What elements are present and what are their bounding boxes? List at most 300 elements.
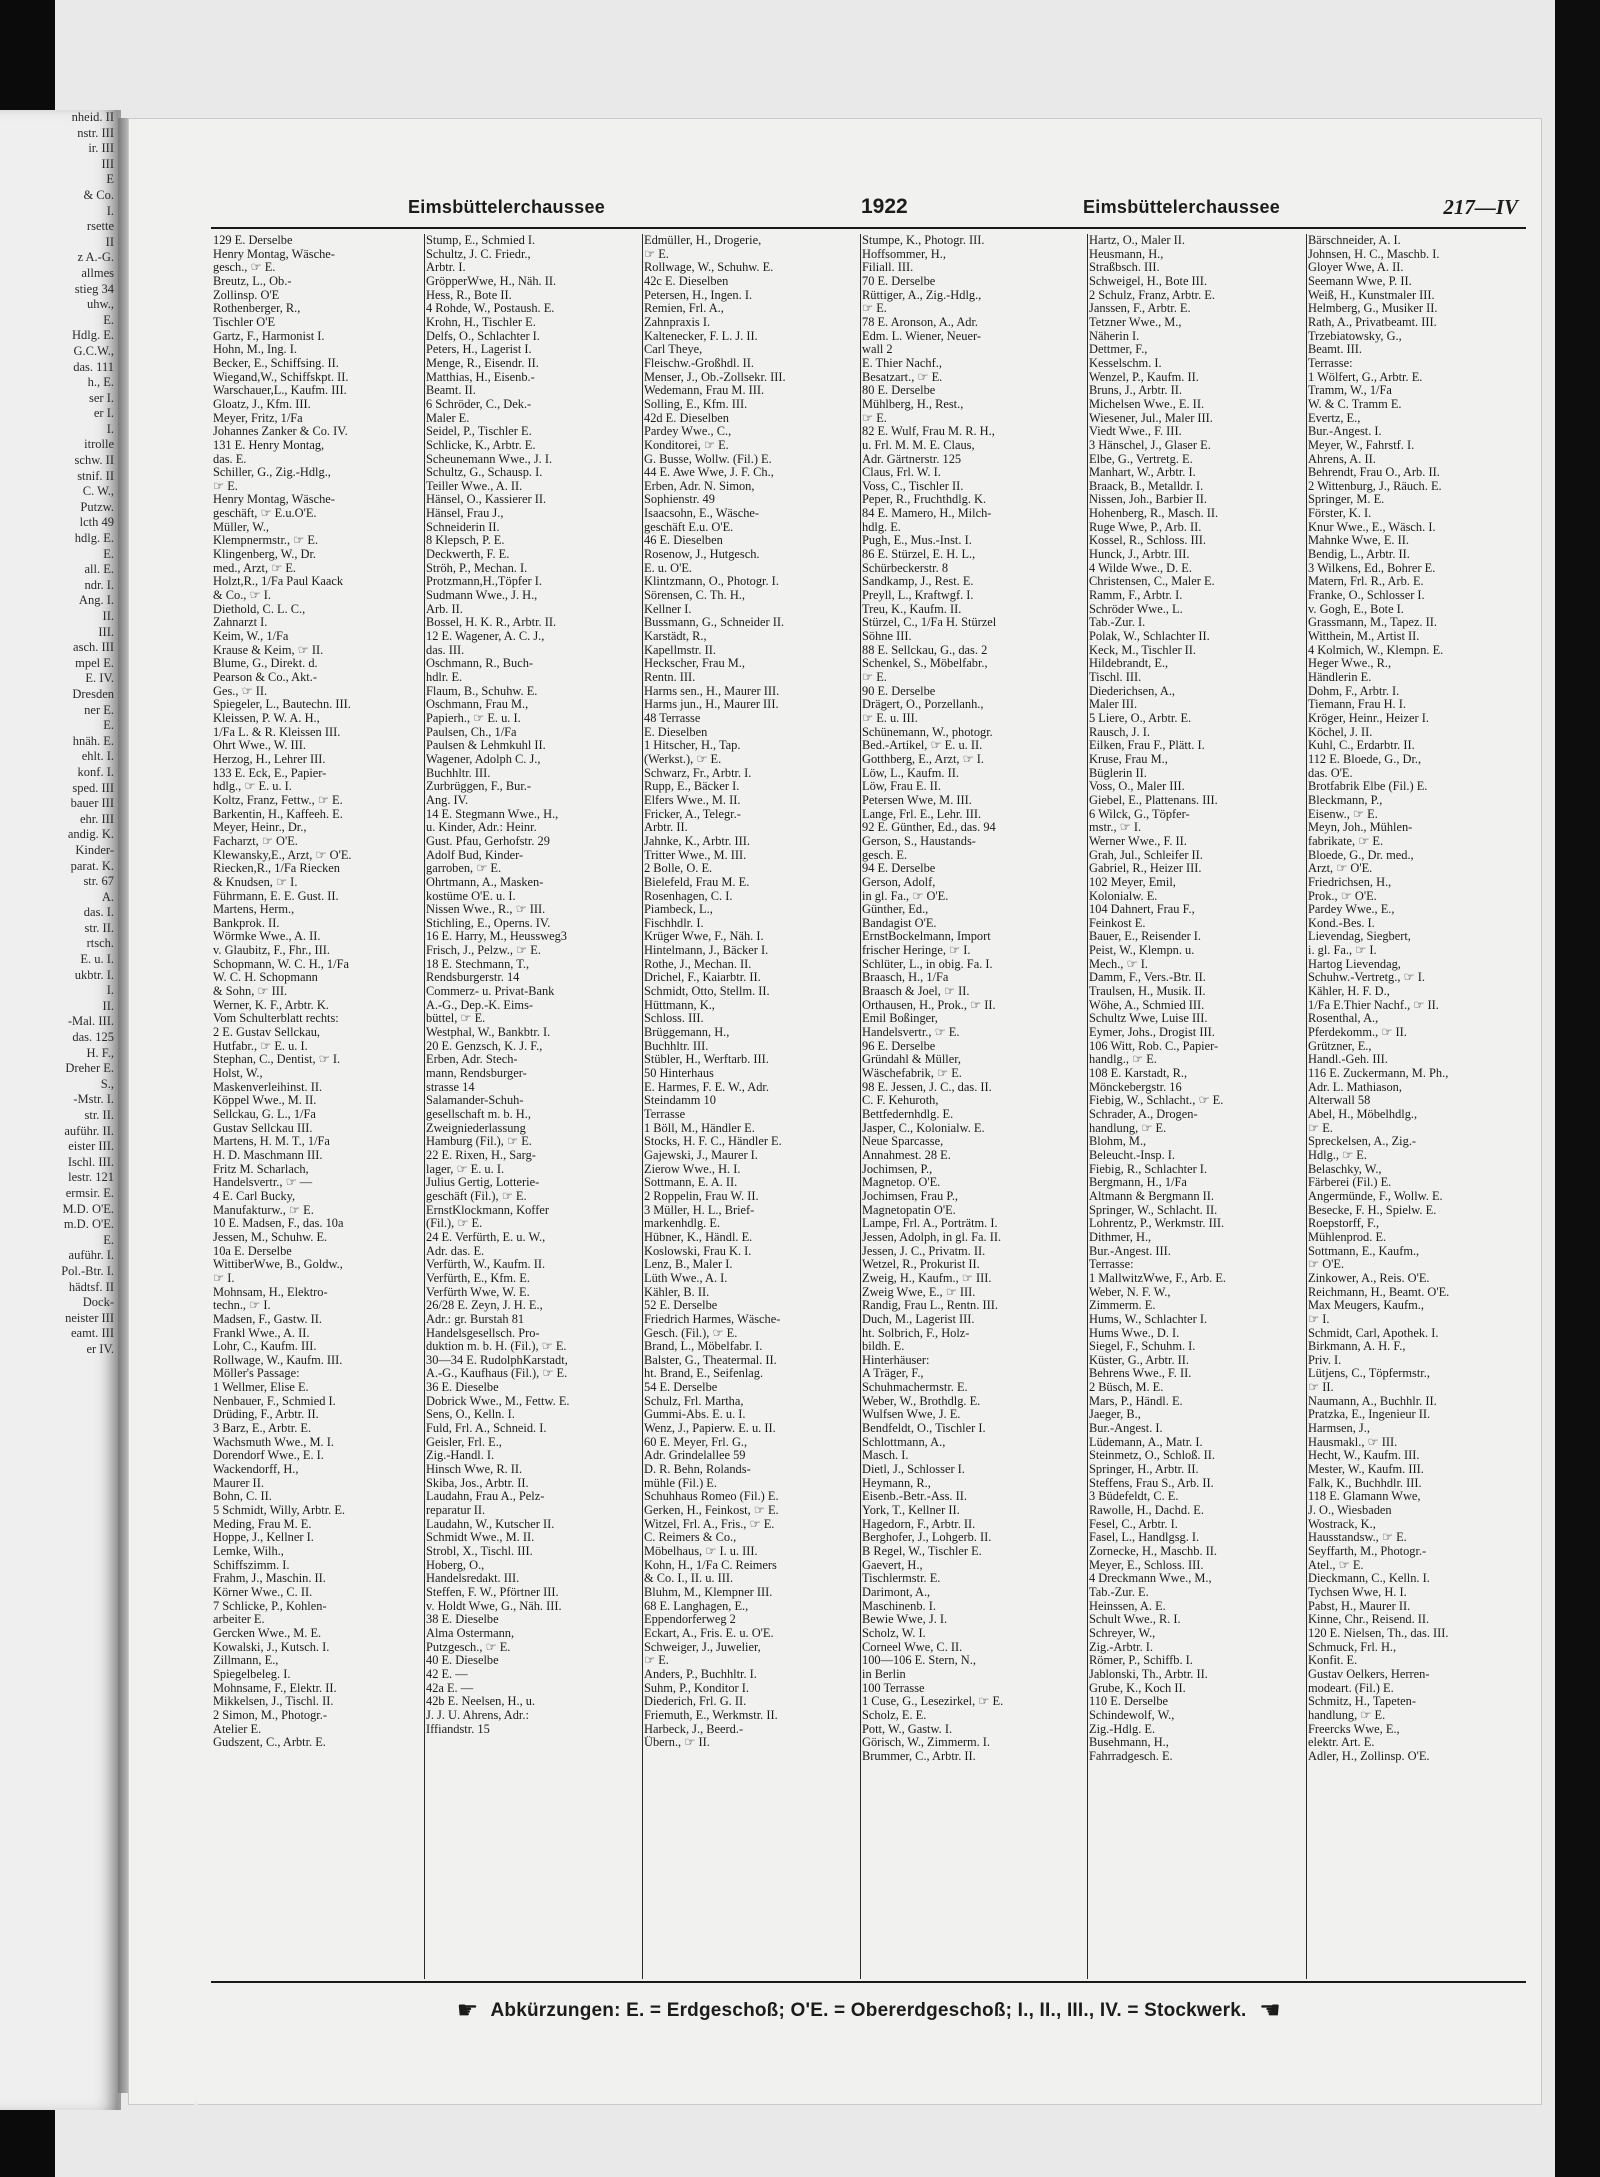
directory-entry-line: Schuhw.-Vertretg., ☞ I. [1308,971,1425,985]
directory-entry-line: Hdlg., ☞ E. [1308,1148,1367,1162]
directory-entry-line: Handelsvertr., ☞ — [213,1176,313,1190]
directory-entry-line: Wenzel, P., Kaufm. II. [1089,370,1199,384]
directory-entry-line: Witzel, Frl. A., Fris., ☞ E. [644,1517,775,1531]
directory-entry-line: Neue Sparcasse, [862,1135,944,1149]
directory-entry-line: Wöhe, A., Schmied III. [1089,998,1205,1012]
left-page-line: das. I. [83,905,114,920]
directory-entry-line: Matern, Frl. R., Arb. E. [1308,575,1424,589]
directory-entry-line: Peist, W., Klempn. u. [1089,944,1195,958]
directory-entry-line: Gabriel, R., Heizer III. [1089,862,1202,876]
directory-entry-line: Solling, E., Kfm. III. [644,397,748,411]
left-page-line: allmes [81,265,114,280]
directory-entry-line: Maskenverleihinst. II. [213,1080,323,1094]
directory-entry-line: 100—106 E. Stern, N., [862,1654,976,1668]
directory-entry-line: Jochimsen, Frau P., [862,1189,959,1203]
directory-entry-line: Janssen, F., Arbtr. E. [1089,302,1191,316]
directory-entry-line: Arb. II. [426,602,463,616]
directory-entry-line: Hänsel, O., Kassierer II. [426,493,547,507]
left-page-line: & Co. [83,187,114,202]
directory-entry-line: Lüth Wwe., A. I. [644,1271,728,1285]
directory-entry-line: Schlicke, K., Arbtr. E. [426,438,536,452]
directory-entry-line: Erben, Adr. Stech- [426,1053,518,1067]
directory-entry-line: Körner Wwe., C. II. [213,1585,313,1599]
directory-entry-line: Maler E. [426,411,470,425]
directory-entry-line: Schmuck, Frl. H., [1308,1640,1397,1654]
directory-entry-line: Diederichsen, A., [1089,684,1176,698]
directory-entry-line: Schwarz, Fr., Arbtr. I. [644,766,752,780]
directory-entry-line: 80 E. Derselbe [862,384,936,398]
directory-entry-line: Jahnke, K., Arbtr. III. [644,834,750,848]
directory-entry-line: Drichel, F., Kaiarbtr. II. [644,971,761,985]
directory-entry-line: Rath, A., Privatbeamt. III. [1308,315,1437,329]
directory-entry-line: Schuhhaus Romeo (Fil.) E. [644,1490,779,1504]
directory-entry-line: Adler, H., Zollinsp. O'E. [1308,1749,1430,1763]
directory-entry-line: Terrasse [644,1108,686,1121]
directory-entry-line: ☞ I. [213,1271,235,1285]
footer-rule [211,1981,1526,1983]
directory-entry-line: Falk, K., Buchhdlr. III. [1308,1476,1422,1490]
directory-entry-line: Hartz, O., Maler II. [1089,234,1185,247]
directory-entry-line: ☞ II. [1308,1381,1334,1395]
directory-entry-line: Stocks, H. F. C., Händler E. [644,1135,782,1149]
directory-entry-line: Rollwage, W., Schuhw. E. [644,261,774,275]
directory-entry-line: Schultz, G., Schausp. I. [426,466,543,480]
directory-entry-line: Zillmann, E., [213,1654,279,1668]
directory-entry-line: ErnstKlockmann, Koffer [426,1203,549,1217]
directory-entry-line: Jochimsen, P., [862,1162,933,1176]
directory-entry-line: 102 Meyer, Emil, [1089,875,1176,889]
left-page-line: all. E. [84,562,114,577]
directory-entry-line: Ströh, P., Mechan. I. [426,561,528,575]
directory-entry-line: Heusmann, H., [1089,247,1164,261]
directory-entry-line: Bielefeld, Frau M. E. [644,875,750,889]
directory-entry-line: Sens, O., Kelln. I. [426,1408,515,1422]
directory-entry-line: 46 E. Dieselben [644,534,723,548]
directory-entry-line: 3 Müller, H. L., Brief- [644,1203,755,1217]
directory-entry-line: Johannes Zanker & Co. IV. [213,425,348,439]
directory-entry-line: Schmitz, H., Tapeten- [1308,1695,1416,1709]
directory-entry-line: ☞ E. [213,479,238,493]
directory-entry-line: 120 E. Nielsen, Th., das. III. [1308,1626,1449,1640]
directory-entry-line: Manhart, W., Arbtr. I. [1089,466,1196,480]
left-page-line: auführ. II. [64,1123,114,1138]
directory-entry-line: Söhne III. [862,630,912,644]
left-page-line: das. 111 [73,359,114,374]
directory-entry-line: 1 Cuse, G., Lesezirkel, ☞ E. [862,1695,1004,1709]
directory-entry-line: Annahmest. 28 E. [862,1148,951,1162]
directory-entry-line: Facharzt, ☞ O'E. [213,834,298,848]
directory-entry-line: Roepstorff, F., [1308,1217,1380,1231]
directory-entry-line: Stübler, H., Werftarb. III. [644,1053,769,1067]
directory-entry-line: Wagener, Adolph C. J., [426,752,541,766]
directory-entry-line: 6 Schröder, C., Dek.- [426,397,532,411]
directory-entry-line: ☞ E. [862,302,887,316]
directory-entry-line: Birkmann, A. H. F., [1308,1340,1406,1354]
directory-entry-line: Bettfedernhdlg. E. [862,1108,954,1121]
directory-entry-line: Rupp, E., Bäcker I. [644,780,740,794]
directory-entry-line: Wedemann, Frau M. III. [644,384,765,398]
directory-entry-line: Förster, K. I. [1308,507,1372,521]
directory-entry-line: u. Kinder, Adr.: Heinr. [426,821,537,835]
directory-entry-line: Harmsen, J., [1308,1422,1370,1436]
directory-entry-line: Maler III. [1089,698,1138,712]
directory-entry-line: Barkentin, H., Kaffeeh. E. [213,807,343,821]
directory-entry-line: Stumpe, K., Photogr. III. [862,234,985,247]
directory-entry-line: Grah, Jul., Schleifer II. [1089,848,1203,862]
directory-entry-line: Stichling, E., Operns. IV. [426,916,551,930]
directory-entry-line: Ges., ☞ II. [213,684,268,698]
directory-entry-line: Zahnarzt I. [213,616,268,630]
directory-entry-line: Braasch & Joel, ☞ II. [862,985,970,999]
directory-entry-line: markenhdlg. E. [644,1217,721,1231]
directory-entry-line: 42d E. Dieselben [644,411,729,425]
directory-entry-line: gesellschaft m. b. H., [426,1108,531,1121]
directory-entry-line: Schopmann, W. C. H., 1/Fa [213,957,349,971]
directory-entry-line: Gust. Pfau, Gerhofstr. 29 [426,834,550,848]
directory-entry-line: Seemann Wwe, P. II. [1308,274,1412,288]
directory-entry-line: Paulsen, Ch., 1/Fa [426,725,517,739]
directory-entry-line: Tiemann, Frau H. I. [1308,698,1406,712]
directory-entry-line: Lemke, Wilh., [213,1545,284,1558]
directory-entry-line: Trzebiatowsky, G., [1308,329,1402,343]
column-6 [1306,234,1526,1979]
directory-entry-line: Straßbsch. III. [1089,261,1160,275]
directory-entry-line: Fritz M. Scharlach, [213,1162,309,1176]
directory-entry-line: 90 E. Derselbe [862,684,936,698]
left-page-line: lcth 49 [79,515,114,530]
directory-entry-line: 22 E. Rixen, H., Sarg- [426,1148,536,1162]
directory-entry-line: Orthausen, H., Prok., ☞ II. [862,998,996,1012]
directory-entry-line: Scholz, E. E. [862,1708,927,1722]
directory-entry-line: Preyll, L., Kraftwgf. I. [862,589,974,603]
directory-entry-line: Alterwall 58 [1308,1094,1371,1108]
directory-entry-line: Angermünde, F., Wollw. E. [1308,1189,1443,1203]
directory-entry-line: Elbe, G., Vertretg. E. [1089,452,1193,466]
directory-entry-line: Belaschky, W., [1308,1162,1382,1176]
directory-entry-line: modeart. (Fil.) E. [1308,1681,1394,1695]
directory-entry-line: 88 E. Sellckau, G., das. 2 [862,643,988,657]
directory-entry-line: Seidel, P., Tischler E. [426,425,532,439]
directory-entry-line: 1/Fa L. & R. Kleissen III. [213,725,341,739]
directory-entry-line: Schreyer, W., [1089,1626,1156,1640]
directory-entry-line: Schlottmann, A., [862,1435,946,1449]
directory-entry-line: Westphal, W., Bankbtr. I. [426,1026,551,1040]
directory-entry-line: Bewie Wwe, J. I. [862,1613,948,1627]
directory-entry-line: Viedt Wwe., F. III. [1089,425,1182,439]
directory-entry-line: Herzog, H., Lehrer III. [213,752,326,766]
directory-entry-line: Bohn, C. II. [213,1490,272,1504]
directory-entry-line: Edm. L. Wiener, Neuer- [862,329,981,343]
directory-entry-line: Gerson, Adolf, [862,875,936,889]
directory-entry-line: 12 E. Wagener, A. C. J., [426,630,545,644]
directory-entry-line: Alma Ostermann, [426,1626,515,1640]
directory-entry-line: Zweig, H., Kaufm., ☞ III. [862,1271,992,1285]
directory-entry-line: Becker, E., Schiffsing. II. [213,356,339,370]
directory-entry-line: Terrasse: [1089,1258,1134,1272]
directory-entry-line: Küster, G., Arbtr. II. [1089,1353,1189,1367]
directory-entry-line: Scheunemann Wwe., J. I. [426,452,553,466]
directory-entry-line: 112 E. Bloede, G., Dr., [1308,752,1422,766]
directory-entry-line: Tab.-Zur. E. [1089,1585,1149,1599]
directory-entry-line: Gercken Wwe., M. E. [213,1626,322,1640]
directory-entry-line: Treu, K., Kaufm. II. [862,602,962,616]
left-page-line: z A.-G. [77,250,114,265]
directory-entry-line: York, T., Kellner II. [862,1504,960,1518]
directory-entry-line: 18 E. Stechmann, T., [426,957,530,971]
directory-entry-line: Werner Wwe., F. II. [1089,834,1187,848]
directory-entry-line: Bruns, J., Arbtr. II. [1089,384,1182,398]
directory-entry-line: Peters, H., Lagerist I. [426,343,532,357]
directory-entry-line: Rothe, J., Mechan. II. [644,957,752,971]
page-number: 217—IV [1443,195,1518,219]
directory-entry-line: D. R. Behn, Rolands- [644,1463,751,1477]
directory-entry-line: Harms jun., H., Maurer III. [644,698,779,712]
directory-entry-line: 42c E. Dieselben [644,274,729,288]
directory-entry-line: Fleischw.-Großhdl. II. [644,356,755,370]
directory-entry-line: G. Busse, Wollw. (Fil.) E. [644,452,772,466]
directory-entry-line: Voss, O., Maler III. [1089,780,1185,794]
directory-entry-line: Laudahn, Frau A., Pelz- [426,1490,545,1504]
left-page-line: ser I. [89,390,114,405]
directory-entry-line: Henry Montag, Wäsche- [213,493,335,507]
directory-entry-line: Beamt. II. [426,384,476,398]
directory-entry-line: Ohrtmann, A., Masken- [426,875,544,889]
directory-entry-line: Steffens, Frau S., Arb. II. [1089,1476,1214,1490]
directory-entry-line: Holst, W., [213,1067,263,1081]
directory-entry-line: Meding, Frau M. E. [213,1517,312,1531]
directory-entry-line: Rawolle, H., Dachd. E. [1089,1504,1204,1518]
directory-entry-line: Weiß, H., Kunstmaler III. [1308,288,1435,302]
directory-entry-line: W. & C. Tramm E. [1308,397,1402,411]
directory-entry-line: Hübner, K., Händl. E. [644,1230,753,1244]
directory-entry-line: Hohenberg, R., Masch. II. [1089,507,1219,521]
directory-page [128,118,1542,2105]
directory-entry-line: Mikkelsen, J., Tischl. II. [213,1695,334,1709]
left-page-line: parat. K. [70,858,114,873]
directory-entry-line: Gotthberg, E., Arzt, ☞ I. [862,752,985,766]
directory-entry-line: Zinkower, A., Reis. O'E. [1308,1271,1430,1285]
directory-entry-line: J. O., Wiesbaden [1308,1504,1392,1518]
directory-entry-line: Adr. Gärtnerstr. 125 [862,452,962,466]
left-page-line: -Mal. III. [67,1014,114,1029]
directory-entry-line: Schrader, A., Drogen- [1089,1108,1198,1121]
directory-entry-line: Kesselschm. I. [1089,356,1162,370]
left-page-line: II [105,234,114,249]
directory-entry-line: Kond.-Bes. I. [1308,916,1375,930]
directory-entry-line: Sudmann Wwe., J. H., [426,589,538,603]
directory-entry-line: Stump, E., Schmied I. [426,234,536,247]
directory-entry-line: Kinne, Chr., Reisend. II. [1308,1613,1430,1627]
directory-entry-line: Scholz, W. I. [862,1626,926,1640]
directory-entry-line: Dettmer, F., [1089,343,1148,357]
directory-entry-line: Lüdemann, A., Matr. I. [1089,1435,1203,1449]
directory-entry-line: Geisler, Frl. E., [426,1435,502,1449]
directory-entry-line: ☞ E. u. III. [862,711,918,725]
directory-entry-line: (Fil.), ☞ E. [426,1217,483,1231]
directory-entry-line: handlung, ☞ E. [1308,1708,1386,1722]
directory-entry-line: Löw, Frau E. II. [862,780,942,794]
directory-entry-line: das. O'E. [1308,766,1353,780]
directory-entry-line: Masch. I. [862,1449,909,1463]
directory-entry-line: Dohm, F., Arbtr. I. [1308,684,1400,698]
directory-entry-line: Gerken, H., Feinkost, ☞ E. [644,1504,779,1518]
directory-entry-line: Pardey Wwe., C., [644,425,732,439]
directory-entry-line: Gustav Sellckau III. [213,1121,313,1135]
left-page-line: h., E. [87,375,114,390]
directory-entry-line: Schenkel, S., Möbelfabr., [862,657,988,671]
directory-entry-line: Paulsen & Lehmkuhl II. [426,739,546,753]
directory-entry-line: Heger Wwe., R., [1308,657,1392,671]
directory-entry-line: Manufakturw., ☞ E. [213,1203,314,1217]
directory-entry-line: Strobl, X., Tischl. III. [426,1545,533,1558]
directory-entry-line: 2 Simon, M., Photogr.- [213,1708,327,1722]
directory-entry-line: Koltz, Franz, Fettw., ☞ E. [213,793,343,807]
directory-entry-line: Schweiger, J., Juwelier, [644,1640,761,1654]
directory-entry-line: 26/28 E. Zeyn, J. H. E., [426,1299,543,1313]
left-page-line: asch. III [73,640,114,655]
directory-entry-line: Drägert, O., Porzellanh., [862,698,984,712]
directory-entry-line: Steindamm 10 [644,1094,716,1108]
directory-entry-line: kostüme O'E. u. I. [426,889,516,903]
directory-entry-line: Arbtr. I. [426,261,466,275]
directory-entry-line: 24 E. Verfürth, E. u. W., [426,1230,546,1244]
directory-entry-line: Altmann & Bergmann II. [1089,1189,1215,1203]
directory-entry-line: Nissen Wwe., R., ☞ III. [426,903,546,917]
directory-entry-line: Klewansky,E., Arzt, ☞ O'E. [213,848,352,862]
left-page-line: nheid. II [71,110,114,124]
left-page-line: schw. II [74,453,114,468]
directory-entry-line: Schmidt Wwe., M. II. [426,1531,535,1545]
directory-entry-line: Brummer, C., Arbtr. II. [862,1749,976,1763]
directory-entry-line: wall 2 [862,343,893,357]
directory-entry-line: Schürbeckerstr. 8 [862,561,949,575]
directory-entry-line: Lohrentz, P., Werkmstr. III. [1089,1217,1225,1231]
abbreviations-footer [211,1994,1526,2028]
directory-entry-line: 6 Wilck, G., Töpfer- [1089,807,1190,821]
left-page-line: III. [98,624,114,639]
directory-entry-line: lager, ☞ E. u. I. [426,1162,505,1176]
left-page-line: E. [103,546,114,561]
directory-entry-line: Handelsgesellsch. Pro- [426,1326,540,1340]
directory-entry-line: Petersen, H., Ingen. I. [644,288,753,302]
directory-entry-line: C. Reimers & Co., [644,1531,737,1545]
left-page-line: hnäh. E. [72,733,114,748]
pointing-hand-icon: ☛ [456,1997,479,2024]
directory-entry-line: strasse 14 [426,1080,475,1094]
directory-entry-line: 82 E. Wulf, Frau M. R. H., [862,425,995,439]
directory-entry-line: Laudahn, W., Kutscher II. [426,1517,555,1531]
directory-entry-line: Wiegand,W., Schiffskpt. II. [213,370,349,384]
directory-entry-line: Mühlenprod. E. [1308,1230,1387,1244]
left-page-line: ukbtr. I. [74,967,114,982]
left-page-line: G.C.W., [73,343,114,358]
left-page-line: III [101,156,114,171]
directory-entry-line: Braack, B., Metalldr. I. [1089,479,1204,493]
directory-entry-line: i. gl. Fa., ☞ I. [1308,944,1377,958]
directory-entry-line: Claus, Frl. W. I. [862,466,941,480]
left-page-line: Ischl. III. [67,1154,114,1169]
directory-entry-line: Werner, K. F., Arbtr. K. [213,998,329,1012]
directory-entry-line: Deckwerth, F. E. [426,548,510,562]
directory-entry-line: 4 Rohde, W., Postaush. E. [426,302,555,316]
directory-entry-line: 8 Klepsch, P. E. [426,534,505,548]
directory-entry-line: Kleissen, P. W. A. H., [213,711,320,725]
directory-entry-line: Wäschefabrik, ☞ E. [862,1067,962,1081]
directory-entry-line: gesch. E. [862,848,908,862]
directory-entry-line: Stephan, C., Dentist, ☞ I. [213,1053,341,1067]
directory-entry-line: ErnstBockelmann, Import [862,930,991,944]
directory-entry-line: ht. Solbrich, F., Holz- [862,1326,970,1340]
directory-entry-line: Gustav Oelkers, Herren- [1308,1667,1430,1681]
left-page-line: C. W., [82,484,114,499]
directory-entry-line: Hoberg, O., [426,1558,485,1572]
directory-entry-line: Henry Montag, Wäsche- [213,247,335,261]
directory-entry-line: Hinterhäuser: [862,1353,930,1367]
directory-entry-line: Harbeck, J., Beerd.- [644,1722,744,1736]
directory-entry-line: Schultz Wwe, Luise III. [1089,1012,1208,1026]
directory-entry-line: Gloatz, J., Kfm. III. [213,397,311,411]
left-page-line: ner E. [84,702,114,717]
left-page-line: m.D. O'E. [63,1217,114,1232]
directory-entry-line: Adr. Grindelallee 59 [644,1449,746,1463]
directory-entry-line: Pabst, H., Maurer II. [1308,1599,1411,1613]
directory-entry-line: Carl Theye, [644,343,703,357]
directory-entry-line: (Werkst.), ☞ E. [644,752,722,766]
directory-entry-line: Hecht, W., Kaufm. III. [1308,1449,1420,1463]
directory-entry-line: 42b E. Neelsen, H., u. [426,1695,536,1709]
directory-entry-line: Lütjens, C., Töpfermstr., [1308,1367,1430,1381]
directory-entry-line: Teiller Wwe., A. II. [426,479,523,493]
directory-entry-line: Hausmakl., ☞ III. [1308,1435,1398,1449]
directory-entry-line: & Co. I., II. u. III. [644,1572,734,1586]
directory-entry-line: Braasch, H., 1/Fa [862,971,949,985]
left-page-line: A. [101,889,114,904]
directory-entry-line: Kaltenecker, F. L. J. II. [644,329,758,343]
directory-entry-line: Gummi-Abs. E. u. I. [644,1408,746,1422]
directory-entry-line: Jessen, M., Schuhw. E. [213,1230,328,1244]
directory-entry-line: 98 E. Jessen, J. C., das. II. [862,1080,992,1094]
directory-entry-line: Mars, P., Händl. E. [1089,1394,1183,1408]
directory-entry-line: Kowalski, J., Kutsch. I. [213,1640,330,1654]
directory-entry-line: Harms sen., H., Maurer III. [644,684,780,698]
directory-entry-line: 44 E. Awe Wwe, J. F. Ch., [644,466,774,480]
directory-entry-line: Gesch. (Fil.), ☞ E. [644,1326,738,1340]
directory-entry-line: Fischhdlr. I. [644,916,704,930]
directory-entry-line: Krüger Wwe, F., Näh. I. [644,930,764,944]
directory-entry-line: Siegel, F., Schuhm. I. [1089,1340,1196,1354]
directory-entry-line: & Sohn, ☞ III. [213,985,288,999]
directory-entry-line: 16 E. Harry, M., Heussweg3 [426,930,567,944]
directory-entry-line: Möbelhaus, ☞ I. u. III. [644,1545,758,1558]
left-page-line: E. [103,312,114,327]
left-page-line: eister III. [68,1139,114,1154]
directory-entry-line: Bloede, G., Dr. med., [1308,848,1414,862]
left-page-line: ndr. I. [84,577,114,592]
directory-entry-line: geschäft E.u. O'E. [644,520,734,534]
directory-entry-line: v. Holdt Wwe, G., Näh. III. [426,1599,562,1613]
directory-entry-line: Rendsburgerstr. 14 [426,971,520,985]
directory-entry-line: Hunck, J., Arbtr. III. [1089,548,1190,562]
directory-entry-line: Wachsmuth Wwe., M. I. [213,1435,334,1449]
directory-entry-line: Edmüller, H., Drogerie, [644,234,762,247]
directory-entry-line: Nissen, Joh., Barbier II. [1089,493,1208,507]
left-page-line: ermsir. E. [65,1185,114,1200]
directory-entry-line: 96 E. Derselbe [862,1039,936,1053]
left-page-line: I. [106,983,114,998]
directory-entry-line: Madsen, F., Gastw. II. [213,1312,323,1326]
directory-entry-line: Elfers Wwe., M. II. [644,793,741,807]
directory-entry-line: Klempnermstr., ☞ E. [213,534,319,548]
